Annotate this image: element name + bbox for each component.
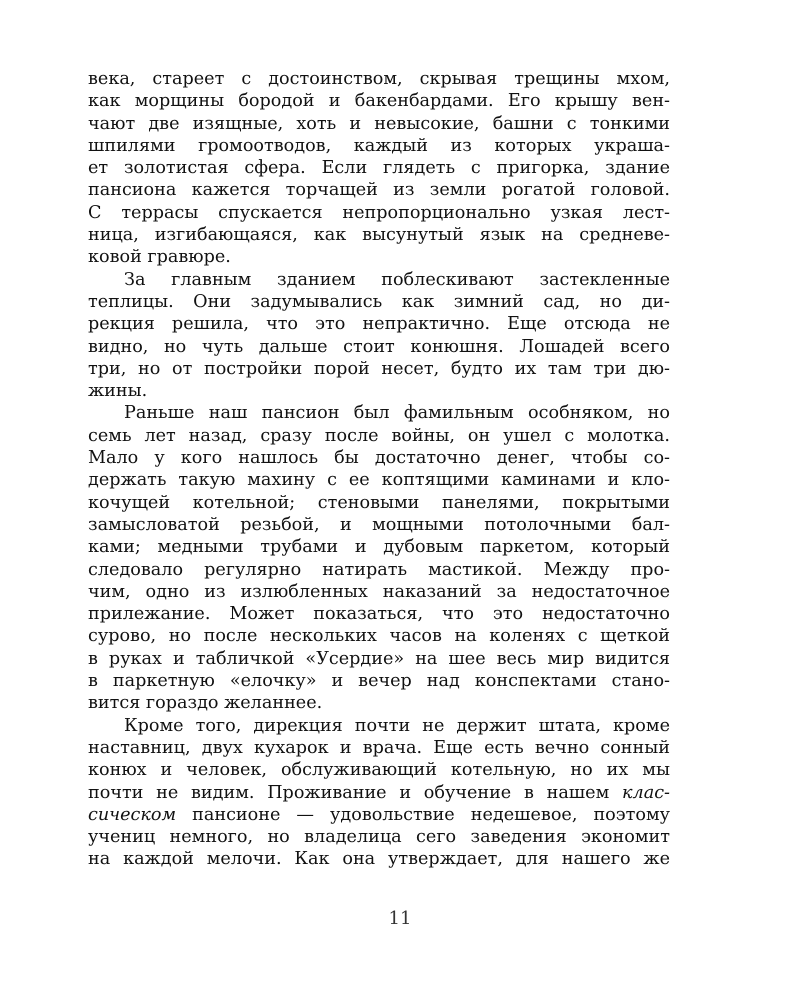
- line-text: ковой гравюре.: [88, 247, 231, 268]
- line-text: прилежание. Может показаться, что это недостаточно: [88, 604, 670, 625]
- text-line: [88, 759, 670, 781]
- text-line: [88, 715, 670, 737]
- line-text: следовало регулярно натирать мастикой. Между про-: [88, 559, 670, 580]
- text-line: [88, 625, 670, 647]
- text-line: [88, 559, 670, 581]
- text-line: [88, 402, 670, 424]
- line-text: вится гораздо желаннее.: [88, 693, 323, 714]
- text-line: [88, 536, 670, 558]
- line-text: Кроме того, дирекция почти не держит штата, кроме: [124, 715, 670, 736]
- line-text: в руках и табличкой «Усердие» на шее весь мир видится: [88, 648, 670, 669]
- line-text: чают две изящные, хоть и невысокие, башни с тонкими: [88, 113, 670, 134]
- text-line: [88, 202, 670, 224]
- line-text: замысловатой резьбой, и мощными потолочными бал-: [88, 514, 670, 535]
- text-line: [88, 581, 670, 603]
- line-text: пансиона кажется торчащей из земли рогатой головой.: [88, 180, 670, 201]
- text-line: [88, 692, 670, 714]
- text-line: [88, 135, 670, 157]
- text-line: [88, 737, 670, 759]
- text-line: [88, 246, 670, 268]
- line-text: кочущей котельной; стеновыми панелями, покрытыми: [88, 492, 670, 513]
- text-line: [88, 648, 670, 670]
- line-text: в паркетную «елочку» и вечер над конспектами стано-: [88, 671, 670, 692]
- text-line: [88, 113, 670, 135]
- text-line: [88, 336, 670, 358]
- line-text: жины.: [88, 381, 148, 402]
- italic-text: клас-: [622, 782, 670, 803]
- text-line: [88, 603, 670, 625]
- line-text: Мало у кого нашлось бы достаточно денег, чтобы со-: [88, 448, 670, 469]
- line-text: С террасы спускается непропорционально узкая лест-: [88, 202, 670, 223]
- text-line: [88, 670, 670, 692]
- text-line: [88, 179, 670, 201]
- line-text: теплицы. Они задумывались как зимний сад, но ди-: [88, 291, 670, 312]
- line-text: видно, но чуть дальше стоит конюшня. Лошадей всего: [88, 336, 670, 357]
- line-text: почти не видим. Проживание и обучение в нашем: [88, 782, 622, 803]
- text-line: [88, 157, 670, 179]
- line-text: конюх и человек, обслуживающий котельную, но их мы: [88, 760, 670, 781]
- text-line: [88, 782, 670, 804]
- line-text: За главным зданием поблескивают застекленные: [124, 269, 670, 290]
- text-line: [88, 492, 670, 514]
- text-line: [88, 358, 670, 380]
- text-line: [88, 469, 670, 491]
- italic-text: сическом: [88, 804, 177, 825]
- text-line: [88, 313, 670, 335]
- text-line: [88, 68, 670, 90]
- line-text: три, но от постройки порой несет, будто их там три дю-: [88, 358, 670, 379]
- text-line: [88, 291, 670, 313]
- line-text: наставниц, двух кухарок и врача. Еще есть вечно сонный: [88, 737, 670, 758]
- line-text: учениц немного, но владелица сего заведения экономит: [88, 827, 670, 848]
- line-text: на каждой мелочи. Как она утверждает, для нашего же: [88, 849, 670, 870]
- line-text: ками; медными трубами и дубовым паркетом, который: [88, 537, 670, 558]
- text-line: [88, 514, 670, 536]
- line-text: как морщины бородой и бакенбардами. Его крышу вен-: [88, 91, 670, 112]
- text-line: [88, 826, 670, 848]
- line-text: шпилями громоотводов, каждый из которых украша-: [88, 135, 670, 156]
- line-text: ница, изгибающаяся, как высунутый язык на средневе-: [88, 225, 670, 246]
- text-line: [88, 848, 670, 870]
- line-text: держать такую махину с ее коптящими каминами и кло-: [88, 470, 670, 491]
- line-text: семь лет назад, сразу после войны, он ушел с молотка.: [88, 425, 670, 446]
- text-line: [88, 224, 670, 246]
- text-line: [88, 447, 670, 469]
- page-number: 11: [388, 908, 412, 929]
- text-line: [88, 380, 670, 402]
- line-text: века, стареет с достоинством, скрывая трещины мхом,: [88, 69, 670, 89]
- text-line: [88, 425, 670, 447]
- page-body: [88, 68, 670, 871]
- line-text: пансионе — удовольствие недешевое, поэтому: [176, 804, 670, 825]
- line-text: рекция решила, что это непрактично. Еще отсюда не: [88, 314, 670, 335]
- line-text: ет золотистая сфера. Если глядеть с пригорка, здание: [88, 158, 670, 179]
- text-line: [88, 804, 670, 826]
- text-line: [88, 269, 670, 291]
- line-text: чим, одно из излюбленных наказаний за недостаточное: [88, 581, 670, 602]
- line-text: Раньше наш пансион был фамильным особняком, но: [124, 403, 670, 424]
- line-text: сурово, но после нескольких часов на коленях с щеткой: [88, 626, 670, 647]
- text-line: [88, 90, 670, 112]
